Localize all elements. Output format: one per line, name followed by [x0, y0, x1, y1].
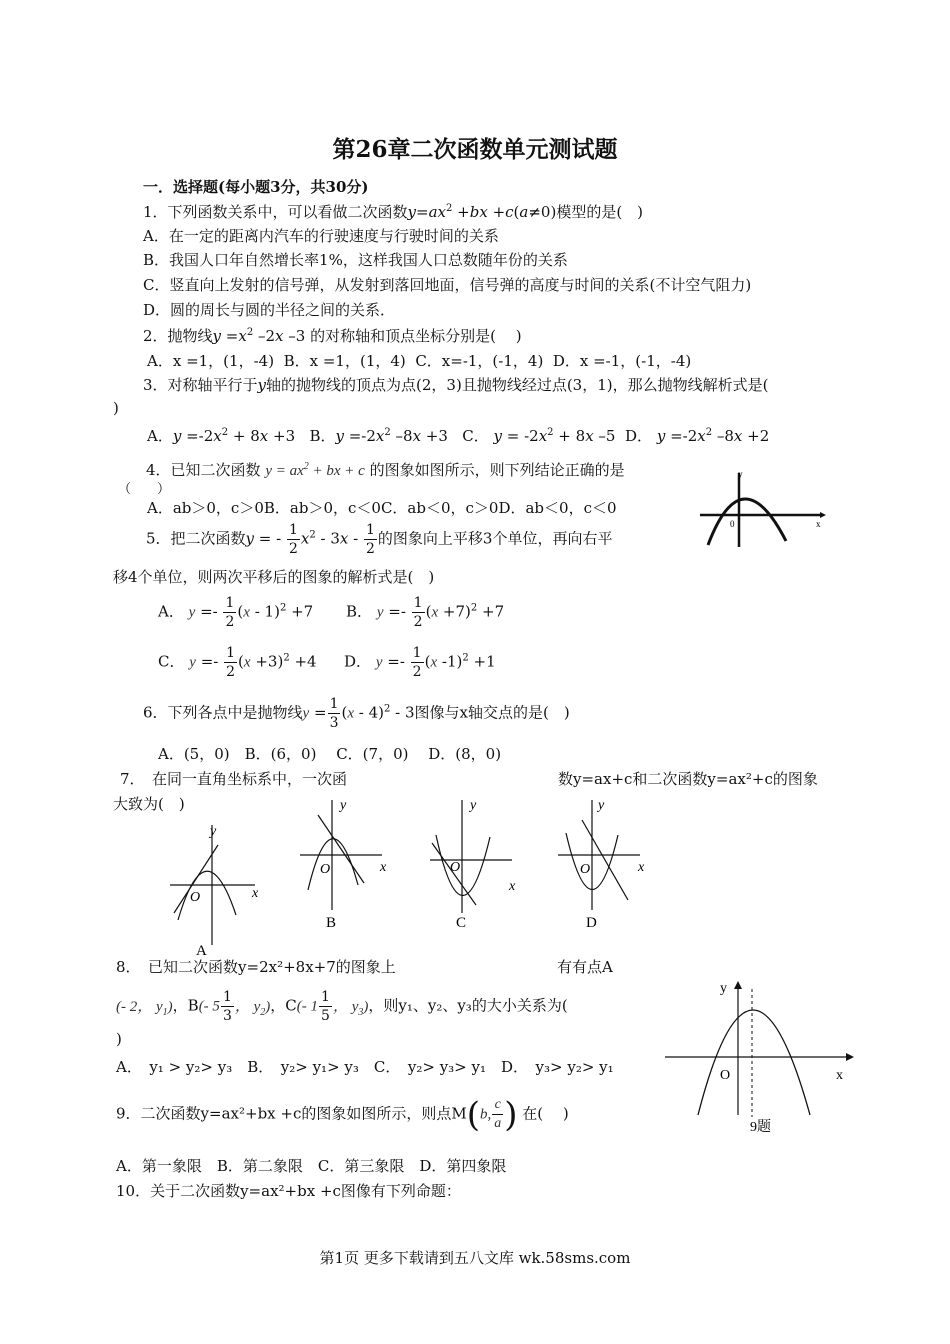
q4-parabola — [708, 499, 786, 545]
q7-label-c: C — [456, 915, 467, 931]
q4-stem: 4．已知二次函数 $y = ax^2$ + bx + c 的图象如图所示，则下列结论正确的是 — [146, 461, 625, 479]
q3-stem-end: ) — [113, 399, 119, 417]
q1-option-b: B．我国人口年自然增长率1%，这样我国人口总数随年份的关系 — [143, 251, 568, 269]
q10-stem: 10．关于二次函数y=ax²+bx +c图像有下列命题： — [116, 1182, 461, 1200]
page-footer: 第1页 更多下载请到五八文库 wk.58sms.com — [319, 1249, 631, 1267]
q4-options: A．ab＞0，c＞0B．ab＞0，c＜0C．ab＜0，c＞0D．ab＜0，c＜0 — [147, 499, 617, 517]
page-title: 第26章二次函数单元测试题 — [332, 136, 618, 163]
svg-text:y: y — [470, 798, 477, 813]
q5-stem: 5．把二次函数y = - $\frac{1}{2}$ $x^2 - 3x$ - $\frac{1}{2}$ 的图象向上平移3个单位，再向右平 — [146, 522, 613, 557]
q5-stem-line2: 移4个单位，则两次平移后的图象的解析式是( ) — [113, 568, 435, 586]
svg-text:O: O — [720, 1068, 731, 1083]
q7-graph-a — [170, 824, 259, 955]
q4-origin-label: 0 — [730, 519, 735, 529]
q9-figure — [660, 975, 860, 1140]
q7-graph-b — [300, 798, 387, 931]
svg-text:O: O — [450, 860, 461, 875]
q4-paren: （ ） — [118, 482, 171, 497]
svg-text:x: x — [252, 886, 259, 901]
q9-x-arrow — [846, 1053, 854, 1061]
q1-option-c: C．竖直向上发射的信号弹，从发射到落回地面，信号弹的高度与时间的关系(不计空气阻力) — [143, 276, 752, 294]
svg-text:y: y — [340, 798, 347, 813]
q3-options: A．$y =-2x^2 + 8x +3$ B．$y =-2x^2$ –8x +3 C． $y = -2x^2 + 8x$ –5 D． $y =-2x^2$ –8x +2 — [147, 427, 770, 445]
q2-stem: 2．抛物线$y =x^2$ –2x –3 的对称轴和顶点坐标分别是( ) — [143, 327, 522, 345]
q1-option-a: A．在一定的距离内汽车的行驶速度与行驶时间的关系 — [143, 227, 499, 245]
q7-stem-part2: 数y=ax+c和二次函数y=ax²+c的图象 — [558, 770, 818, 788]
svg-text:y: y — [720, 981, 727, 996]
q4-figure — [694, 465, 830, 551]
q7-graph-d — [558, 798, 645, 931]
svg-text:x: x — [380, 860, 387, 875]
section-heading: 一．选择题(每小题3分，共30分) — [143, 178, 369, 196]
q7-label-b: B — [326, 915, 337, 931]
q7-figures — [160, 795, 720, 955]
q7-stem-part1: 7． 在同一直角坐标系中，一次函 — [120, 770, 348, 788]
q8-stem-end: ) — [116, 1030, 122, 1048]
svg-text:O: O — [580, 862, 591, 877]
svg-text:x: x — [836, 1068, 843, 1083]
svg-text:x: x — [638, 860, 645, 875]
q1-option-d: D．圆的周长与圆的半径之间的关系． — [143, 301, 396, 319]
q9-y-arrow — [734, 981, 742, 989]
q7-graph-c — [430, 798, 516, 931]
q1-stem: 1．下列函数关系中，可以看做二次函数$y=ax^2 +bx +c(a\ne 0)$模型的是( ) — [143, 203, 644, 221]
svg-text:x: x — [509, 879, 516, 894]
q9-options: A．第一象限 B．第二象限 C．第三象限 D．第四象限 — [116, 1157, 507, 1175]
q8-options: A． y₁ > y₂> y₃ B． y₂> y₁> y₃ C． y₂> y₃> y₁ D． y₃> y₂> y₁ — [116, 1058, 614, 1076]
q8-stem-part2: 有有点A — [557, 958, 613, 976]
q9-parabola — [698, 1010, 810, 1115]
q4-y-label: y — [738, 469, 743, 479]
svg-text:y: y — [210, 824, 217, 839]
q9-figure-label: 9题 — [750, 1120, 771, 1135]
q8-stem-part1: 8． 已知二次函数y=2x²+8x+7的图象上 — [116, 958, 396, 976]
q5-option-c: C． y =- $\frac{1}{2}$ $(x +3)^2 +4$ — [158, 645, 317, 680]
q5-option-d: D． y =- $\frac{1}{2}$ (x -1)$^2$ +1 — [344, 645, 496, 680]
q4-x-label: x — [816, 519, 821, 529]
q6-options: A．(5，0) B．(6，0) C．(7，0) D．(8，0) — [158, 745, 502, 763]
q9-stem: 9．二次函数y=ax²+bx +c的图象如图所示，则点M(b, $\frac{c}{a}$ ) 在( ) — [116, 1094, 569, 1135]
q7-a-parabola — [178, 871, 236, 920]
q5-option-b: B． y =- $\frac{1}{2}$ $(x +7)^2 +7$ — [346, 595, 505, 630]
q2-options: A．x =1，(1，-4) B．x =1，(1，4) C．x=-1，(-1，4) D．x =-1，(-1，-4) — [147, 352, 692, 370]
svg-text:y: y — [598, 798, 605, 813]
svg-text:O: O — [190, 890, 201, 905]
q7-label-d: D — [586, 915, 597, 931]
q5-option-a: A． y =- $\frac{1}{2}$ (x - 1)$^2$ +7 — [158, 595, 314, 630]
q6-stem: 6．下列各点中是抛物线y = $\frac{1}{3}$ (x - 4)$^2$ - 3图像与x轴交点的是( ) — [143, 696, 570, 731]
q4-x-arrow — [820, 512, 826, 518]
q7-b-parabola — [308, 839, 358, 890]
q7-stem-line2: 大致为( ) — [113, 795, 185, 813]
q8-points: (- 2， $y_1$)，B(- 5 $\frac{1}{3}$ ， $y_2$)，C(- 1 $\frac{1}{5}$ ， $y_3$)，则y₁、y₂、y₃的大小关系为( — [116, 989, 568, 1024]
q7-label-a: A — [196, 943, 207, 955]
svg-text:O: O — [320, 862, 331, 877]
q3-stem: 3．对称轴平行于y轴的抛物线的顶点为点(2，3)且抛物线经过点(3，1)，那么抛物线解析式是( — [143, 376, 769, 394]
